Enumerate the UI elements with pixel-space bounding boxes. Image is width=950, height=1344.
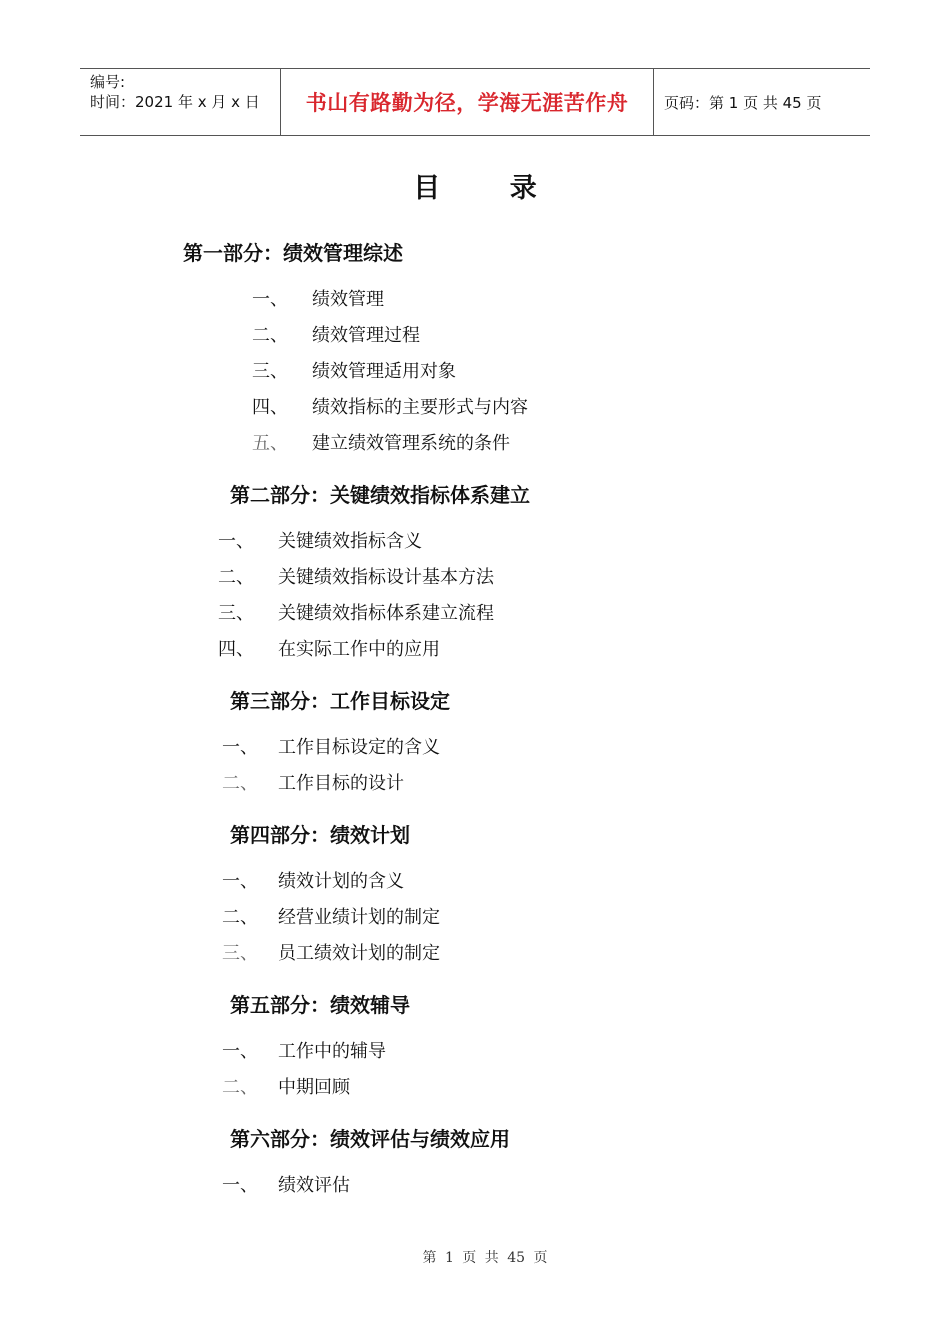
toc-item-text: 绩效管理过程 — [312, 325, 420, 346]
toc-item-text: 工作目标设定的含义 — [278, 737, 440, 758]
toc-item-number: 三、 — [222, 943, 258, 964]
header-motto: 书山有路勤为径，学海无涯苦作舟 — [305, 91, 629, 115]
toc-title: 目 录 — [413, 173, 567, 204]
toc-item-number: 四、 — [218, 639, 254, 660]
header-meta — [80, 69, 281, 135]
page-header — [80, 68, 870, 136]
header-time-label: 时间：2021 年 x 月 x 日 — [90, 93, 260, 111]
toc-item-text: 关键绩效指标体系建立流程 — [278, 603, 494, 624]
part-title-3: 第三部分：工作目标设定 — [230, 689, 450, 713]
header-page-info: 页码：第 1 页 共 45 页 — [664, 93, 822, 112]
toc-item-text: 经营业绩计划的制定 — [278, 907, 440, 928]
toc-item-number: 二、 — [222, 773, 258, 794]
toc-item-number: 四、 — [252, 397, 288, 418]
toc-item-text: 绩效管理适用对象 — [312, 361, 456, 382]
toc-item-number: 五、 — [252, 433, 288, 454]
toc-item-number: 一、 — [222, 1041, 258, 1062]
toc-item-number: 二、 — [222, 907, 258, 928]
page-footer: 第 1 页 共 45 页 — [422, 1250, 548, 1266]
toc-item-text: 绩效评估 — [278, 1175, 350, 1196]
toc-item-number: 一、 — [222, 737, 258, 758]
toc-item-number: 一、 — [218, 531, 254, 552]
toc-item-text: 工作目标的设计 — [278, 773, 404, 794]
part-title-4: 第四部分：绩效计划 — [230, 823, 410, 847]
toc-item-number: 二、 — [218, 567, 254, 588]
toc-item-text: 工作中的辅导 — [278, 1041, 386, 1062]
toc-item-text: 关键绩效指标设计基本方法 — [278, 567, 494, 588]
part-title-2: 第二部分：关键绩效指标体系建立 — [230, 483, 530, 507]
toc-item-number: 一、 — [252, 289, 288, 310]
toc-item-text: 绩效计划的含义 — [278, 871, 404, 892]
part-title-1: 第一部分：绩效管理综述 — [183, 241, 403, 265]
header-code-label: 编号: — [90, 73, 126, 91]
toc-item-text: 中期回顾 — [278, 1077, 350, 1098]
toc-item-number: 一、 — [222, 1175, 258, 1196]
toc-item-text: 在实际工作中的应用 — [278, 639, 440, 660]
part-title-5: 第五部分：绩效辅导 — [230, 993, 410, 1017]
toc-item-text: 关键绩效指标含义 — [278, 531, 422, 552]
toc-item-text: 员工绩效计划的制定 — [278, 943, 440, 964]
toc-item-number: 二、 — [252, 325, 288, 346]
toc-item-text: 绩效指标的主要形式与内容 — [312, 397, 528, 418]
toc-item-number: 二、 — [222, 1077, 258, 1098]
toc-item-text: 建立绩效管理系统的条件 — [312, 433, 510, 454]
toc-item-number: 三、 — [252, 361, 288, 382]
toc-item-number: 一、 — [222, 871, 258, 892]
toc-item-text: 绩效管理 — [312, 289, 384, 310]
toc-item-number: 三、 — [218, 603, 254, 624]
part-title-6: 第六部分：绩效评估与绩效应用 — [230, 1127, 510, 1151]
header-motto-cell — [281, 69, 654, 135]
